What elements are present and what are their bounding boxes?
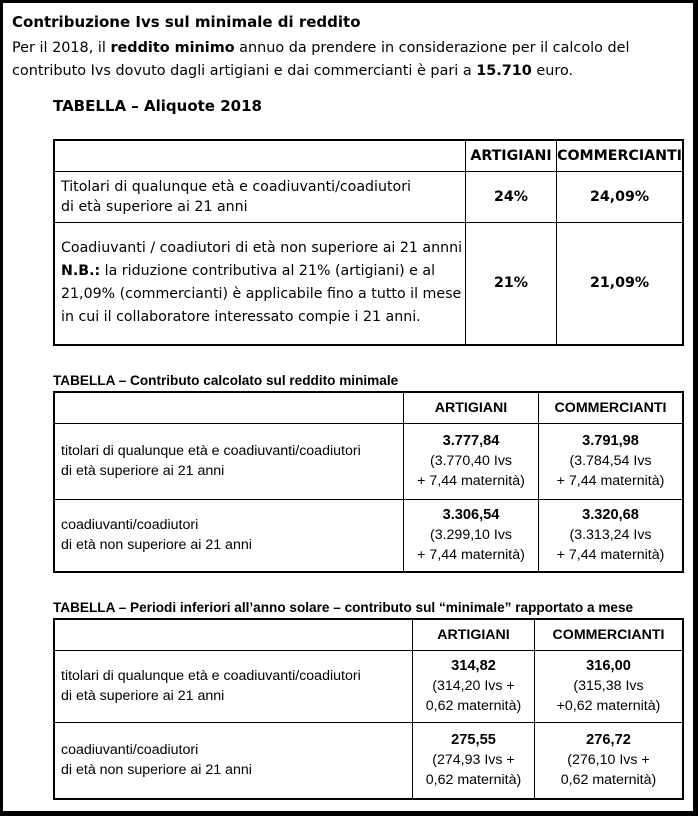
row-label [54, 722, 413, 799]
table-header-row [54, 140, 683, 171]
header-commercianti: COMMERCIANTI [535, 619, 684, 650]
value-total: 314,82 [451, 658, 496, 674]
row-label-line: di età non superiore ai 21 anni [61, 762, 252, 779]
value-detail: 0,62 maternità) [560, 772, 657, 789]
table-row [54, 650, 683, 722]
table3-caption: TABELLA – Periodi inferiori all’anno solare – contributo sul “minimale” rapportato a mese [53, 600, 634, 615]
row-label-line: coadiuvanti/coadiutori [61, 517, 199, 534]
value-detail: (314,20 Ivs + [432, 678, 515, 694]
value-commercianti: 21,09% [557, 222, 684, 345]
table-header-row [54, 619, 683, 650]
value-detail: (274,93 Ivs + [432, 752, 515, 769]
row-label [54, 222, 466, 345]
row-label-line: Titolari di qualunque età e coadiuvanti/coadiutori [61, 178, 411, 195]
row-label [54, 171, 466, 222]
header-artigiani: ARTIGIANI [413, 619, 535, 650]
value-total: 3.306,54 [442, 507, 500, 524]
intro-bold-amount: 15.710 [476, 63, 532, 79]
value-detail: + 7,44 maternità) [556, 473, 665, 489]
row-label-line: di età superiore ai 21 anni [61, 198, 248, 215]
header-empty-cell [54, 140, 466, 171]
value-detail: (3.299,10 Ivs [429, 527, 513, 544]
nb-text: 21,09% (commercianti) è applicabile fino a tutto il mese [61, 286, 462, 303]
intro-text-2: annuo da prendere in considerazione per il calcolo del contributo Ivs dovuto dagli artigiani e dai commercianti è pari a [12, 40, 630, 79]
table-row [54, 722, 683, 799]
nb-note [61, 260, 465, 283]
value-commercianti [535, 722, 684, 799]
table2-caption: TABELLA – Contributo calcolato sul reddito minimale [53, 373, 399, 388]
value-artigiani [413, 722, 535, 799]
value-detail: 0,62 maternità) [425, 772, 522, 789]
table-row [54, 499, 683, 572]
value-detail: (3.784,54 Ivs [569, 453, 652, 469]
value-commercianti [539, 423, 684, 499]
table-row [54, 423, 683, 499]
value-detail: +0,62 maternità) [556, 698, 661, 714]
intro-text-1: Per il 2018, il [12, 40, 111, 56]
value-total: 276,72 [586, 732, 631, 749]
value-detail: + 7,44 maternità) [417, 473, 525, 489]
table-row [54, 222, 683, 345]
table-aliquote [53, 139, 684, 346]
row-label [54, 650, 413, 722]
value-total: 275,55 [451, 732, 496, 749]
row-label [54, 499, 404, 572]
intro-text-3: euro. [531, 63, 574, 79]
value-detail: (276,10 Ivs + [567, 752, 650, 769]
value-artigiani [404, 499, 539, 572]
value-artigiani: 21% [466, 222, 557, 345]
header-empty-cell [54, 619, 413, 650]
header-artigiani: ARTIGIANI [404, 392, 539, 423]
row-label-line: di età superiore ai 21 anni [61, 688, 225, 704]
intro-bold-reddito: reddito minimo [110, 40, 235, 56]
value-commercianti: 24,09% [557, 171, 684, 222]
value-detail: (3.770,40 Ivs [429, 453, 513, 469]
value-detail: (3.313,24 Ivs [569, 527, 652, 544]
value-total: 3.320,68 [582, 507, 639, 524]
value-total: 3.791,98 [582, 433, 639, 449]
value-artigiani: 24% [466, 171, 557, 222]
header-commercianti: COMMERCIANTI [557, 140, 684, 171]
table-header-row [54, 392, 683, 423]
row-label-line: Coadiuvanti / coadiutori di età non superiore ai 21 annni [61, 240, 463, 257]
row-label [54, 423, 404, 499]
row-label-line: titolari di qualunque età e coadiuvanti/coadiutori [61, 668, 361, 684]
value-commercianti [535, 650, 684, 722]
value-commercianti [539, 499, 684, 572]
nb-label: N.B.: [61, 263, 101, 280]
header-commercianti: COMMERCIANTI [539, 392, 684, 423]
value-detail: + 7,44 maternità) [417, 547, 525, 564]
table-contributo-minimale [53, 391, 684, 573]
intro-paragraph [12, 37, 692, 83]
row-label-line: titolari di qualunque età e coadiuvanti/coadiutori [61, 443, 361, 459]
row-label-line: coadiuvanti/coadiutori [61, 742, 199, 759]
header-empty-cell [54, 392, 404, 423]
row-label-line: di età non superiore ai 21 anni [61, 537, 252, 554]
row-label-line: di età superiore ai 21 anni [61, 463, 225, 479]
nb-text: la riduzione contributiva al 21% (artigiani) e al [100, 263, 436, 280]
header-artigiani: ARTIGIANI [466, 140, 557, 171]
value-total: 316,00 [586, 658, 631, 674]
table-row [54, 171, 683, 222]
value-detail: (315,38 Ivs [573, 678, 644, 694]
value-detail: + 7,44 maternità) [556, 547, 665, 564]
value-total: 3.777,84 [442, 433, 500, 449]
value-artigiani [404, 423, 539, 499]
section-heading: Contribuzione Ivs sul minimale di reddito [12, 13, 361, 31]
table-periodi-inferiori [53, 618, 684, 800]
table1-caption: TABELLA – Aliquote 2018 [53, 97, 262, 115]
value-detail: 0,62 maternità) [425, 698, 522, 714]
nb-text: in cui il collaboratore interessato compie i 21 anni. [61, 309, 421, 326]
value-artigiani [413, 650, 535, 722]
